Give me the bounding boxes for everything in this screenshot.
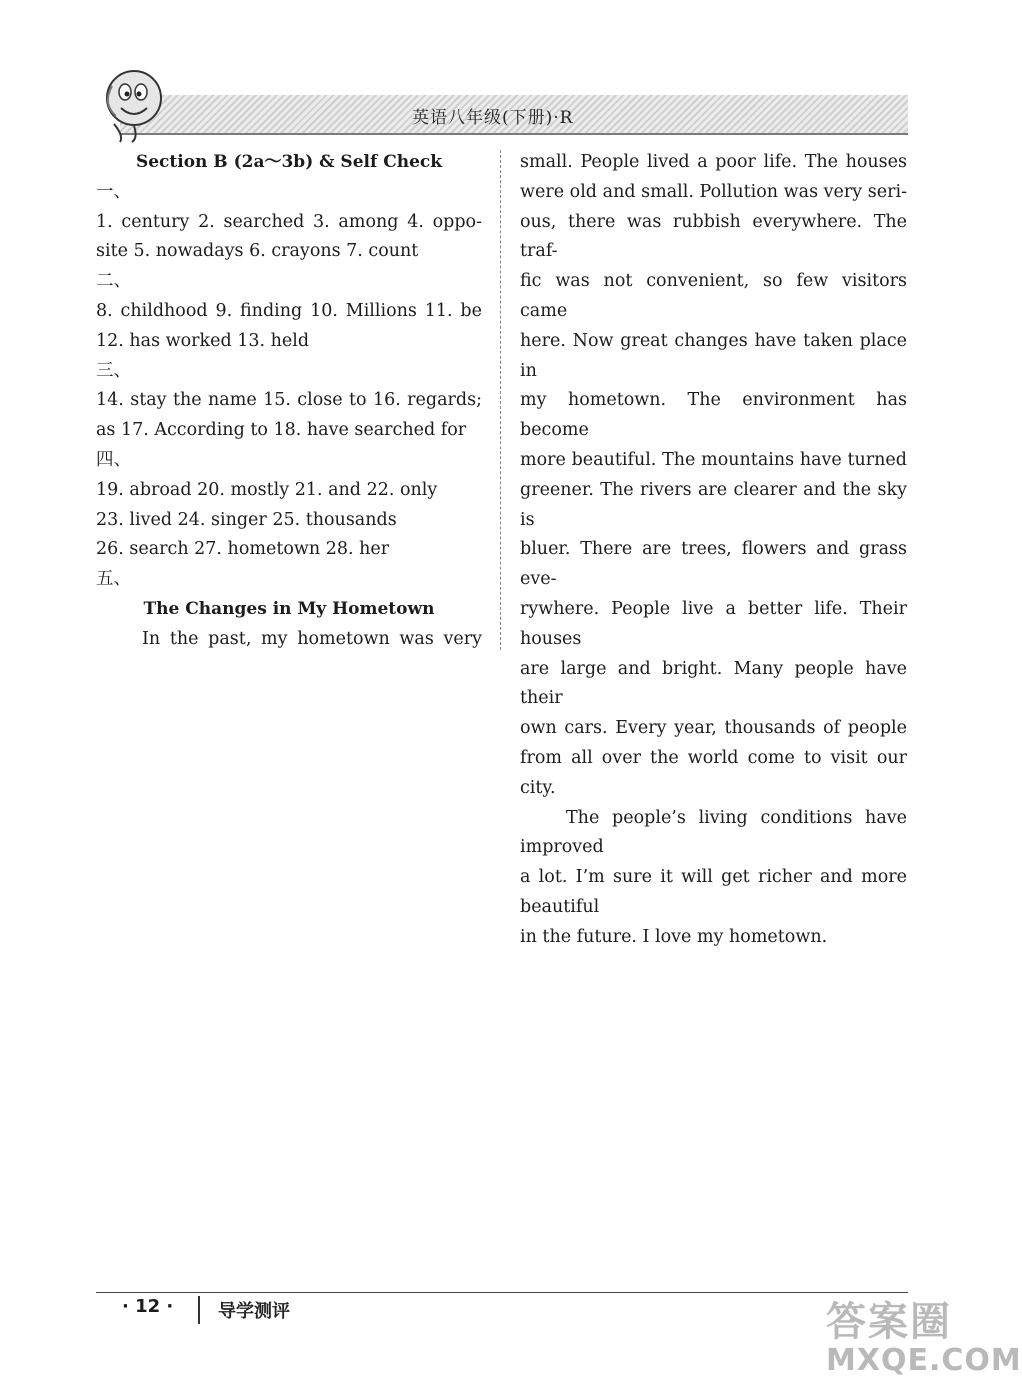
column-divider bbox=[500, 150, 501, 650]
section-marker: 五、 bbox=[96, 569, 131, 590]
answer-line: as 17. According to 18. have searched for bbox=[96, 420, 467, 441]
mascot-icon bbox=[94, 64, 172, 144]
essay-line: own cars. Every year, thousands of people bbox=[520, 718, 907, 739]
essay-line: a lot. I’m sure it will get richer and more beautiful bbox=[520, 867, 907, 917]
section-marker: 一、 bbox=[96, 181, 131, 202]
essay-line: were old and small. Pollution was very seri- bbox=[520, 181, 907, 202]
essay-line: fic was not convenient, so few visitors came bbox=[520, 271, 907, 321]
section-marker: 二、 bbox=[96, 271, 131, 292]
essay-line: are large and bright. Many people have their bbox=[520, 658, 907, 709]
section-marker: 三、 bbox=[96, 360, 131, 381]
essay-line: In the past, my hometown was very bbox=[142, 628, 482, 649]
answer-line: 8. childhood 9. finding 10. Millions 11. be bbox=[96, 300, 482, 321]
footer-brand: 导学测评 bbox=[218, 1301, 290, 1322]
answer-line: site 5. nowadays 6. crayons 7. count bbox=[96, 241, 419, 262]
essay-line: ous, there was rubbish everywhere. The traf- bbox=[520, 211, 907, 262]
answer-line: 12. has worked 13. held bbox=[96, 330, 310, 351]
footer-rule bbox=[96, 1292, 908, 1293]
essay-line: my hometown. The environment has become bbox=[520, 390, 907, 441]
answer-line: 23. lived 24. singer 25. thousands bbox=[96, 509, 397, 530]
footer-separator bbox=[198, 1296, 200, 1324]
page-number: · 12 · bbox=[122, 1296, 174, 1317]
header-title: 英语八年级(下册)·R bbox=[412, 108, 574, 128]
essay-title: The Changes in My Hometown bbox=[143, 598, 435, 619]
essay-line: bluer. There are trees, flowers and grass eve- bbox=[520, 539, 907, 590]
essay-line: greener. The rivers are clearer and the sky is bbox=[520, 479, 907, 530]
watermark-top: 答案圈 bbox=[826, 1299, 952, 1345]
section-title: Section B (2a～3b) & Self Check bbox=[135, 152, 443, 172]
answer-line: 14. stay the name 15. close to 16. regards; bbox=[96, 390, 482, 411]
essay-line: more beautiful. The mountains have turned bbox=[520, 449, 907, 470]
watermark-logo bbox=[826, 1299, 1022, 1384]
answer-line: 26. search 27. hometown 28. her bbox=[96, 539, 390, 560]
essay-line: here. Now great changes have taken place in bbox=[520, 330, 907, 381]
answer-line: 19. abroad 20. mostly 21. and 22. only bbox=[96, 479, 438, 500]
left-column bbox=[96, 148, 482, 655]
watermark-bottom: MXQE.COM bbox=[826, 1343, 1022, 1378]
essay-line: in the future. I love my hometown. bbox=[520, 926, 828, 947]
answer-line: 1. century 2. searched 3. among 4. oppo- bbox=[96, 211, 482, 232]
essay-line: small. People lived a poor life. The houses bbox=[520, 152, 907, 172]
essay-line: from all over the world come to visit our city. bbox=[520, 747, 907, 798]
essay-line: The people’s living conditions have improved bbox=[520, 807, 907, 858]
section-marker: 四、 bbox=[96, 449, 131, 470]
right-column bbox=[520, 148, 907, 953]
essay-line: rywhere. People live a better life. Their houses bbox=[520, 598, 907, 649]
